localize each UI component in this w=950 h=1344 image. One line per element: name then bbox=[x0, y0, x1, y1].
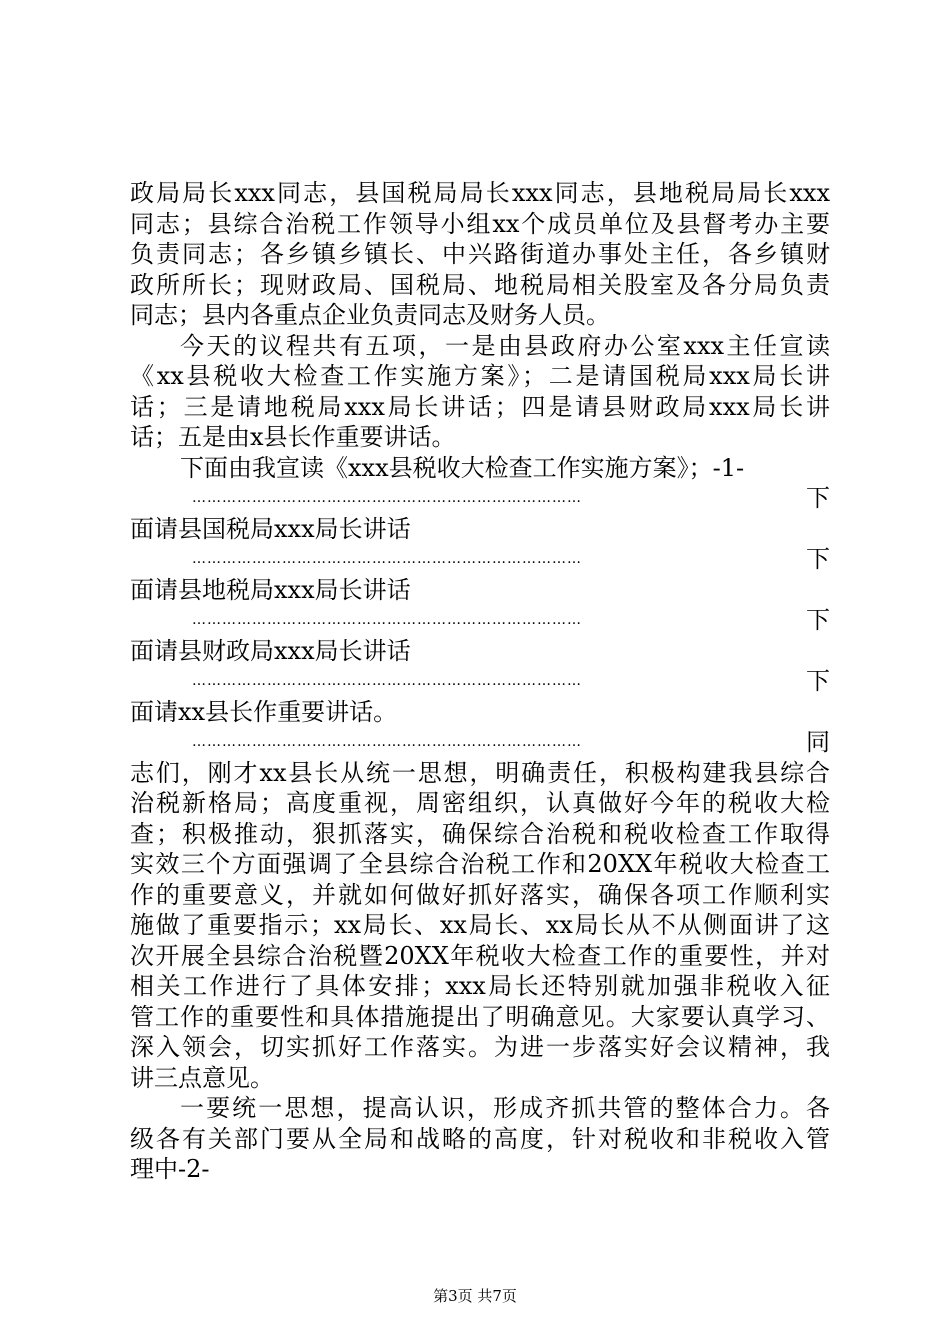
text-line: 作的重要意义，并就如何做好抓好落实，确保各项工作顺利实 bbox=[130, 880, 830, 909]
dot-leader: …………………………………………………………………… bbox=[192, 734, 582, 750]
text-line: 下 bbox=[806, 606, 830, 634]
text-line: 相关工作进行了具体安排；xxx局长还特别就加强非税收入征 bbox=[130, 972, 830, 1000]
text-line: 话；五是由x县长作重要讲话。 bbox=[130, 423, 456, 451]
dot-leader-row bbox=[130, 483, 830, 514]
text-line: 管工作的重要性和具体措施提出了明确意见。大家要认真学习、 bbox=[130, 1002, 830, 1031]
text-line: 同 bbox=[806, 728, 830, 756]
text-line: 理中-2- bbox=[130, 1155, 210, 1183]
text-line: 下 bbox=[806, 667, 830, 695]
text-line: 下 bbox=[806, 545, 830, 573]
text-line: 政局局长xxx同志，县国税局局长xxx同志，县地税局局长xxx bbox=[130, 179, 830, 207]
dot-leader-row bbox=[130, 605, 830, 636]
text-line: 负责同志；各乡镇乡镇长、中兴路街道办事处主任，各乡镇财 bbox=[130, 240, 830, 268]
dot-leader-row bbox=[130, 666, 830, 697]
text-line: 深入领会，切实抓好工作落实。为进一步落实好会议精神，我 bbox=[130, 1033, 830, 1061]
text-line: 志们，刚才xx县长从统一思想，明确责任，积极构建我县综合 bbox=[130, 758, 830, 787]
text-line: 一要统一思想，提高认识，形成齐抓共管的整体合力。各 bbox=[180, 1094, 830, 1122]
text-line: 实效三个方面强调了全县综合治税工作和20XX年税收大检查工 bbox=[130, 850, 830, 878]
dot-leader: …………………………………………………………………… bbox=[192, 612, 582, 628]
dot-leader: …………………………………………………………………… bbox=[192, 551, 582, 567]
text-line: 面请县财政局xxx局长讲话 bbox=[130, 636, 411, 665]
dot-leader-row bbox=[130, 544, 830, 575]
text-line: 话；三是请地税局xxx局长讲话；四是请县财政局xxx局长讲 bbox=[130, 392, 830, 421]
text-line: 级各有关部门要从全局和战略的高度，针对税收和非税收入管 bbox=[130, 1124, 830, 1153]
text-line: 面请xx县长作重要讲话。 bbox=[130, 697, 398, 726]
dot-leader: …………………………………………………………………… bbox=[192, 490, 582, 506]
text-line: 下面由我宣读《xxx县税收大检查工作实施方案》；-1- bbox=[180, 453, 745, 482]
text-line: 同志；县内各重点企业负责同志及财务人员。 bbox=[130, 301, 610, 329]
dot-leader: …………………………………………………………………… bbox=[192, 673, 582, 689]
text-line: 施做了重要指示；xx局长、xx局长、xx局长从不从侧面讲了这 bbox=[130, 911, 830, 939]
text-line: 治税新格局；高度重视，周密组织，认真做好今年的税收大检 bbox=[130, 789, 830, 817]
text-line: 《xx县税收大检查工作实施方案》；二是请国税局xxx局长讲 bbox=[130, 362, 830, 390]
text-line: 面请县国税局xxx局长讲话 bbox=[130, 514, 411, 543]
text-line: 同志；县综合治税工作领导小组xx个成员单位及县督考办主要 bbox=[130, 209, 830, 238]
text-line: 查；积极推动，狠抓落实，确保综合治税和税收检查工作取得 bbox=[130, 819, 830, 848]
document-body bbox=[130, 178, 830, 1185]
text-line: 下 bbox=[806, 484, 830, 512]
text-line: 次开展全县综合治税暨20XX年税收大检查工作的重要性，并对 bbox=[130, 941, 830, 970]
text-line: 讲三点意见。 bbox=[130, 1063, 274, 1092]
text-line: 今天的议程共有五项，一是由县政府办公室xxx主任宣读 bbox=[180, 331, 830, 360]
text-line: 政所所长；现财政局、国税局、地税局相关股室及各分局负责 bbox=[130, 270, 830, 299]
page-footer: 第3页 共7页 bbox=[433, 1287, 517, 1305]
text-line: 面请县地税局xxx局长讲话 bbox=[130, 575, 411, 604]
dot-leader-row bbox=[130, 727, 830, 758]
